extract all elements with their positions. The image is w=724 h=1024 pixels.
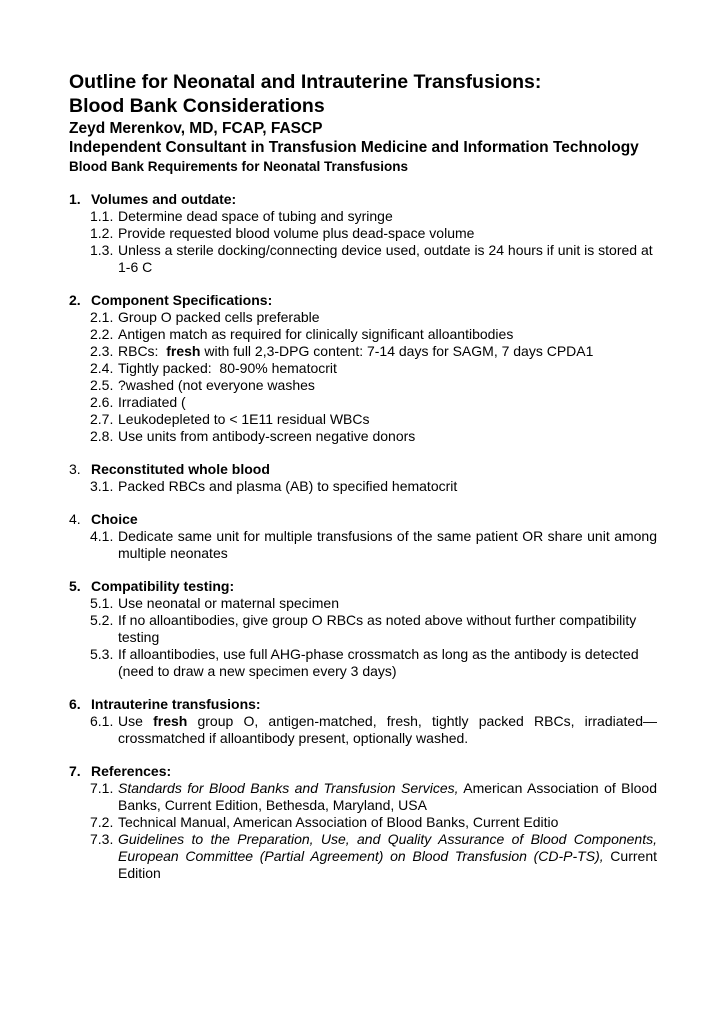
section-title: Volumes and outdate: [91,191,237,207]
emphasis-fresh: fresh [166,343,201,359]
item-text: If no alloantibodies, give group O RBCs as noted above without further compatibility testing [118,612,637,645]
reference-details: Current Edition [118,848,657,881]
section-title: References: [91,763,172,779]
item-number: 2.8. [90,428,114,444]
item-number: 1.2. [90,225,114,241]
list-item [69,208,657,225]
section-choice [69,511,657,562]
item-text [118,343,657,360]
section-title: Choice [91,511,138,527]
list-item [69,428,657,445]
item-number: 2.3. [90,343,114,359]
item-number: 4.1. [90,528,114,544]
item-text [118,780,657,814]
section-title: Compatibility testing: [91,578,235,594]
item-text: Determine dead space of tubing and syringe [118,208,393,224]
item-text: Unless a sterile docking/connecting device used, outdate is 24 hours if unit is stored at 1-6 C [118,242,653,275]
reference-title: Guidelines to the Preparation, Use, and Quality Assurance of Blood Components, European Committee (Partial Agreement) on Blood Transfusion (CD-P-TS), [118,831,657,864]
section-number: 5. [69,578,81,594]
item-text: Tightly packed: 80-90% hematocrit [118,360,337,376]
section-compatibility-testing [69,578,657,680]
document-title [69,70,657,118]
item-number: 7.1. [90,780,114,796]
item-number: 6.1. [90,713,114,729]
item-number: 7.3. [90,831,114,847]
document-subtitle: Blood Bank Requirements for Neonatal Transfusions [69,159,409,174]
section-title: Component Specifications: [91,292,273,308]
item-number: 2.7. [90,411,114,427]
item-text: Irradiated ( [118,394,186,410]
list-item [69,360,657,377]
section-volumes-outdate [69,191,657,276]
section-title: Intrauterine transfusions: [91,696,261,712]
list-item [69,394,657,411]
item-text-prefix: RBCs: [118,343,167,359]
item-number: 1.3. [90,242,114,258]
emphasis-fresh: fresh [153,713,188,729]
item-text [118,713,657,747]
item-text: Use neonatal or maternal specimen [118,595,340,611]
item-text-suffix: with full 2,3-DPG content: 7-14 days for SAGM, 7 days CPDA1 [200,343,594,359]
list-item [69,326,657,343]
item-text: Packed RBCs and plasma (AB) to specified hematocrit [118,478,458,494]
reference-item [69,814,657,831]
reference-item [69,831,657,882]
item-number: 2.5. [90,377,114,393]
item-number: 2.1. [90,309,114,325]
list-item [69,242,657,276]
item-text: Dedicate same unit for multiple transfusions of the same patient OR share unit among multiple neonates [118,528,657,561]
section-reconstituted-whole-blood [69,461,657,495]
author-name: Zeyd Merenkov, MD, FCAP, FASCP [69,120,323,137]
section-number: 6. [69,696,81,712]
item-text-suffix: group O, antigen-matched, fresh, tightly packed RBCs, irradiated—crossmatched if alloantibody present, optionally washed. [118,713,657,746]
item-text: Leukodepleted to < 1E11 residual WBCs [118,411,370,427]
item-number: 2.2. [90,326,114,342]
item-text: Provide requested blood volume plus dead-space volume [118,225,475,241]
section-number: 7. [69,763,81,779]
item-text: If alloantibodies, use full AHG-phase crossmatch as long as the antibody is detected (need to draw a new specimen every 3 days) [118,646,639,679]
item-number: 5.3. [90,646,114,662]
author-affiliation: Independent Consultant in Transfusion Medicine and Information Technology [69,139,639,156]
reference-title: Standards for Blood Banks and Transfusion Services, [118,780,459,796]
item-text: Technical Manual, American Association of Blood Banks, Current Editio [118,814,559,830]
list-item [69,225,657,242]
section-intrauterine-transfusions [69,696,657,747]
list-item [69,595,657,612]
document-page [69,70,657,882]
item-number: 5.1. [90,595,114,611]
list-item [69,646,657,680]
item-number: 1.1. [90,208,114,224]
item-text: ?washed (not everyone washes [118,377,315,393]
section-component-specifications [69,292,657,445]
item-number: 5.2. [90,612,114,628]
reference-item [69,780,657,814]
title-line-1: Outline for Neonatal and Intrauterine Transfusions: [69,71,542,93]
item-text: Group O packed cells preferable [118,309,320,325]
reference-details: American Association of Blood Banks, Current Edition, Bethesda, Maryland, USA [118,780,657,813]
section-number: 1. [69,191,81,207]
list-item [69,478,657,495]
list-item [69,343,657,360]
item-text [118,831,657,882]
item-text-prefix: Use [118,713,154,729]
item-number: 3.1. [90,478,114,494]
item-number: 2.6. [90,394,114,410]
item-text: Antigen match as required for clinically significant alloantibodies [118,326,514,342]
section-title: Reconstituted whole blood [91,461,270,477]
list-item [69,612,657,646]
item-number: 7.2. [90,814,114,830]
section-number: 4. [69,511,81,527]
item-text: Use units from antibody-screen negative donors [118,428,416,444]
item-number: 2.4. [90,360,114,376]
list-item [69,713,657,747]
list-item [69,309,657,326]
list-item [69,377,657,394]
title-line-2: Blood Bank Considerations [69,95,325,117]
section-references [69,763,657,882]
section-number: 2. [69,292,81,308]
list-item [69,411,657,428]
section-number: 3. [69,461,81,477]
list-item [69,528,657,562]
